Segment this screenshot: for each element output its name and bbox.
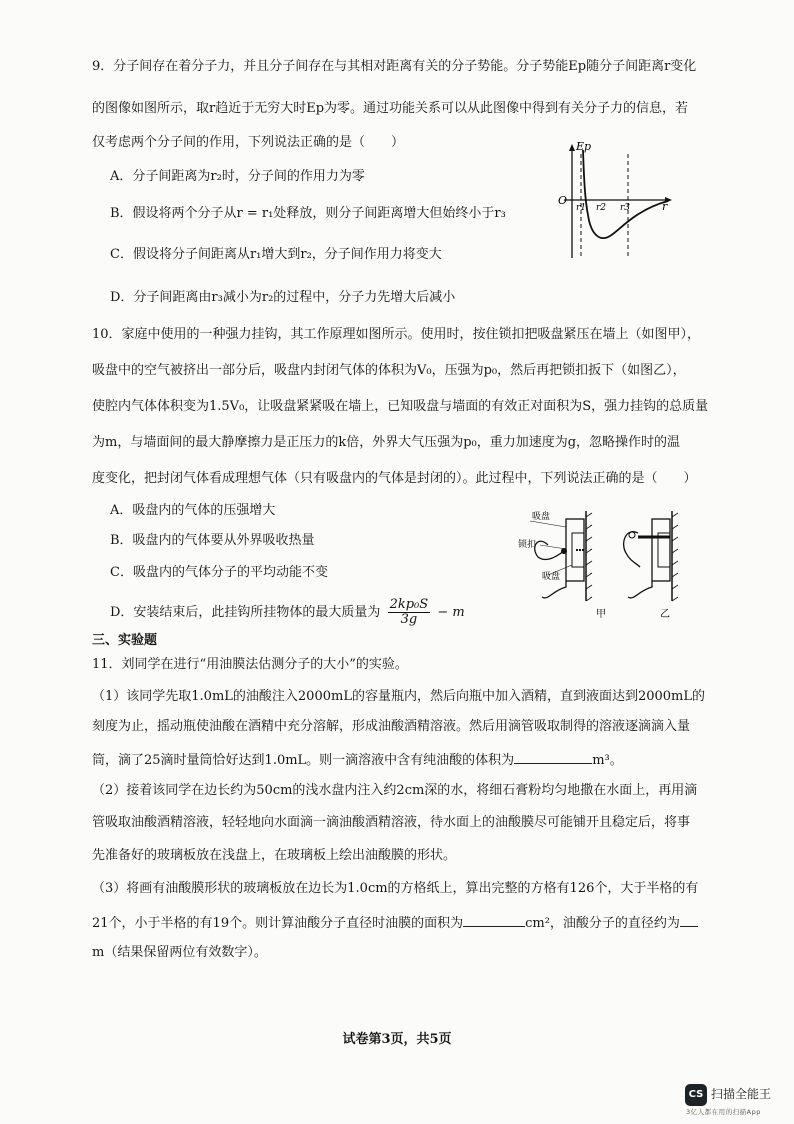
q9-stem-line-3: 仅考虑两个分子间的作用，下列说法正确的是（ ）	[92, 135, 405, 150]
camscanner-tagline: 3亿人都在用的扫描App	[686, 1108, 761, 1116]
q11-part2-line-3: 先准备好的玻璃板放在浅盘上，在玻璃板上绘出油酸膜的形状。	[92, 848, 457, 863]
q11-part3-line-2	[92, 912, 698, 933]
fraction-numerator: 2kp₀S	[389, 597, 429, 612]
answer-blank-film-area[interactable]	[463, 912, 525, 927]
camscanner-name: 扫描全能王	[711, 1087, 772, 1101]
graph-curve	[583, 150, 668, 238]
q11-part3-line-3: m（结果保留两位有效数字）。	[92, 945, 267, 960]
q11-part1-line-3-text: 筒，滴了25滴时量筒恰好达到1.0mL。则一滴溶液中含有纯油酸的体积为	[92, 753, 515, 768]
label-suokou: 锁扣	[518, 540, 537, 550]
q11-part3-line-1: （3）将画有油酸膜形状的玻璃板放在边长为1.0cm的方格纸上，算出完整的方格有126个，大于半格的有	[92, 881, 699, 896]
answer-blank-diameter[interactable]	[680, 912, 698, 927]
q9-option-d: D．分子间距离由r₃减小为r₂的过程中，分子力先增大后减小	[110, 290, 456, 305]
section-title-experiment: 三、实验题	[92, 633, 158, 648]
q9-stem-line-1: 9．分子间存在着分子力，并且分子间存在与其相对距离有关的分子势能。分子势能Ep随分子间距离r变化	[92, 59, 697, 74]
q11-part3-line-2-text-b: cm²，油酸分子的直径约为	[525, 916, 680, 931]
answer-blank-oil-volume[interactable]	[514, 749, 592, 764]
label-yi: 乙	[660, 609, 670, 620]
q9-stem-line-2: 的图像如图所示，取r趋近于无穷大时Ep为零。通过功能关系可以从此图像中得到有关分子力的信息，若	[92, 101, 689, 116]
graph-y-label: Ep	[576, 140, 592, 153]
graph-r3: r3	[620, 203, 631, 213]
graph-y-arrow	[569, 144, 575, 151]
lock-lever-jia	[535, 541, 564, 559]
graph-x-label: r	[662, 200, 668, 213]
hook-jia	[542, 581, 566, 598]
label-xipan-bottom: 吸盘	[542, 572, 561, 582]
hook-body-yi	[652, 519, 670, 581]
q10-stem-line-1: 10．家庭中使用的一种强力挂钩，其工作原理如图所示。使用时，按住锁扣把吸盘紧压在墙上（如图甲），	[92, 327, 701, 342]
q11-part1-line-1: （1）该同学先取1.0mL的油酸注入2000mL的容量瓶内，然后向瓶中加入酒精，直到液面达到2000mL的	[92, 689, 705, 704]
q10-option-a: A．吸盘内的气体的压强增大	[110, 503, 276, 518]
q10-stem-line-5: 度变化，把封闭气体看成理想气体（只有吸盘内的气体是封闭的）。此过程中，下列说法正确的是（ ）	[92, 471, 697, 486]
hook-yi	[628, 581, 652, 598]
hook-body-jia	[566, 519, 584, 581]
graph-origin: O	[558, 194, 568, 207]
q11-part1-unit: m³。	[592, 753, 623, 768]
q9-option-c: C．假设将分子间距离从r₁增大到r₂，分子间作用力将变大	[110, 247, 442, 262]
graph-r1: r1	[576, 203, 587, 213]
q10-option-c: C．吸盘内的气体分子的平均动能不变	[110, 565, 328, 580]
q10-stem-line-3: 使腔内气体体积变为1.5V₀，让吸盘紧紧吸在墙上，已知吸盘与墙面的有效正对面积为S，强力挂钩的总质量	[92, 399, 709, 414]
camscanner-logo-icon: CS	[685, 1084, 707, 1106]
q10-stem-line-4: 为m，与墙面间的最大静摩擦力是正压力的k倍，外界大气压强为p₀，重力加速度为g，忽略操作时的温	[92, 435, 681, 450]
q9-option-a: A．分子间距离为r₂时，分子间的作用力为零	[110, 169, 365, 184]
fraction-denominator: 3g	[400, 612, 418, 627]
q9-option-b: B．假设将两个分子从r = r₁处释放，则分子间距离增大但始终小于r₃	[110, 206, 506, 221]
q10-option-d-prefix: D．安装结束后，此挂钩所挂物体的最大质量为	[110, 605, 381, 620]
q10-option-d-fraction	[388, 598, 431, 627]
q10-option-d-suffix: − m	[437, 605, 465, 620]
graph-r2: r2	[596, 203, 607, 213]
label-jia: 甲	[596, 609, 606, 620]
q11-part1-line-2: 刻度为止，摇动瓶使油酸在酒精中充分溶解，形成油酸酒精溶液。然后用滴管吸取制得的溶液逐滴滴入量	[92, 719, 691, 734]
lock-lever-yi	[624, 532, 640, 567]
page-footer: 试卷第3页，共5页	[342, 1032, 452, 1047]
q10-stem-line-2: 吸盘中的空气被挤出一部分后，吸盘内封闭气体的体积为V₀，压强为p₀，然后再把锁扣扳下（如图乙），	[92, 363, 686, 378]
q11-part1-line-3	[92, 749, 623, 770]
suction-hook-figure	[508, 505, 688, 625]
q10-option-d	[110, 598, 465, 627]
q11-part3-line-2-text: 21个，小于半格的有19个。则计算油酸分子直径时油膜的面积为	[92, 916, 464, 931]
label-xipan-top: 吸盘	[532, 512, 551, 522]
potential-energy-graph	[550, 140, 680, 265]
q11-part2-line-1: （2）接着该同学在边长约为50cm的浅水盘内注入约2cm深的水，将细石膏粉均匀地撒在水面上，再用滴	[92, 783, 698, 798]
q10-option-b: B．吸盘内的气体要从外界吸收热量	[110, 533, 315, 548]
q11-title: 11．刘同学在进行“用油膜法估测分子的大小”的实验。	[92, 657, 408, 672]
q11-part2-line-2: 管吸取油酸酒精溶液，轻轻地向水面滴一滴油酸酒精溶液，待水面上的油酸膜尽可能铺开且稳定后，将事	[92, 815, 691, 830]
